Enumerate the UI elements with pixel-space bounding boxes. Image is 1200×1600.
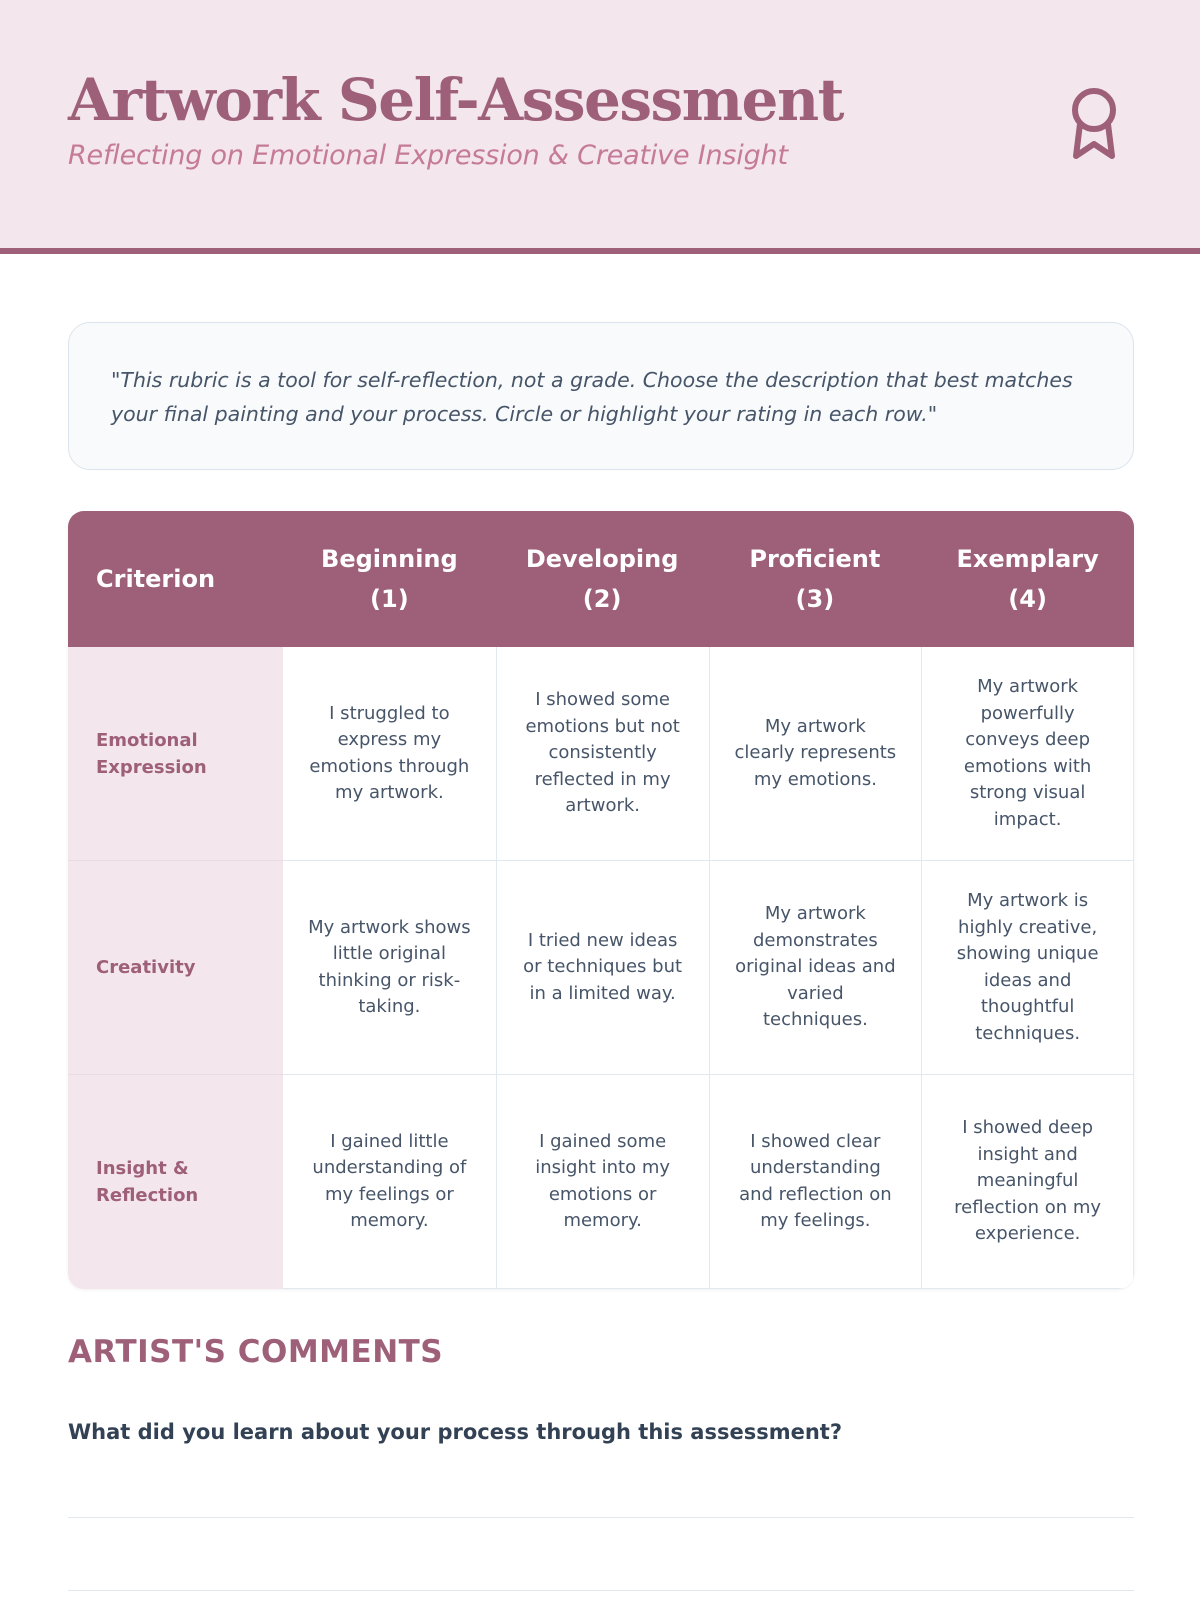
rating-cell-exemplary[interactable]: My artwork powerfully conveys deep emotions with strong visual impact. <box>921 647 1134 861</box>
rating-cell-developing[interactable]: I tried new ideas or techniques but in a limited way. <box>496 861 709 1075</box>
instructions-box <box>68 322 1134 470</box>
level-score: (3) <box>795 585 835 613</box>
level-header-beginning <box>283 511 496 647</box>
level-score: (2) <box>582 585 622 613</box>
level-score: (1) <box>370 585 409 613</box>
rating-cell-proficient[interactable]: My artwork clearly represents my emotions. <box>709 647 922 861</box>
award-ribbon-icon <box>1066 84 1122 164</box>
rating-cell-proficient[interactable]: My artwork demonstrates original ideas and varied techniques. <box>709 861 922 1075</box>
level-name: Beginning <box>321 545 458 573</box>
rating-cell-beginning[interactable]: I gained little understanding of my feelings or memory. <box>283 1075 496 1289</box>
criterion-label: Insight & Reflection <box>68 1075 283 1289</box>
rubric-row-creativity <box>68 861 1134 1075</box>
answer-line[interactable] <box>68 1590 1134 1591</box>
rubric-table <box>68 511 1134 1289</box>
rating-cell-beginning[interactable]: My artwork shows little original thinking or risk-taking. <box>283 861 496 1075</box>
level-header-proficient <box>709 511 922 647</box>
page-title: Artwork Self-Assessment <box>68 66 843 134</box>
answer-line[interactable] <box>68 1517 1134 1518</box>
instructions-text: "This rubric is a tool for self-reflection, not a grade. Choose the description that best matches your final painting and your process. Circle or highlight your rating in each row." <box>111 368 1073 426</box>
rating-cell-proficient[interactable]: I showed clear understanding and reflection on my feelings. <box>709 1075 922 1289</box>
rubric-header-row <box>68 511 1134 647</box>
criterion-label: Emotional Expression <box>68 647 283 861</box>
reflection-question: What did you learn about your process through this assessment? <box>68 1420 843 1444</box>
rating-cell-developing[interactable]: I gained some insight into my emotions or memory. <box>496 1075 709 1289</box>
rubric-row-emotional-expression <box>68 647 1134 861</box>
rating-cell-exemplary[interactable]: My artwork is highly creative, showing unique ideas and thoughtful techniques. <box>921 861 1134 1075</box>
level-score: (4) <box>1008 585 1047 613</box>
rating-cell-beginning[interactable]: I struggled to express my emotions through my artwork. <box>283 647 496 861</box>
level-header-exemplary <box>921 511 1134 647</box>
criterion-header: Criterion <box>96 565 216 593</box>
rating-cell-exemplary[interactable]: I showed deep insight and meaningful reflection on my experience. <box>921 1075 1134 1289</box>
criterion-label: Creativity <box>68 861 283 1075</box>
page-header <box>0 0 1200 254</box>
rubric-row-insight-reflection <box>68 1075 1134 1289</box>
comments-section-title: ARTIST'S COMMENTS <box>68 1334 444 1370</box>
rating-cell-developing[interactable]: I showed some emotions but not consistently reflected in my artwork. <box>496 647 709 861</box>
level-name: Developing <box>525 545 679 573</box>
page-subtitle: Reflecting on Emotional Expression & Creative Insight <box>68 140 788 171</box>
level-header-developing <box>496 511 709 647</box>
level-name: Exemplary <box>956 545 1099 573</box>
level-name: Proficient <box>749 545 881 573</box>
